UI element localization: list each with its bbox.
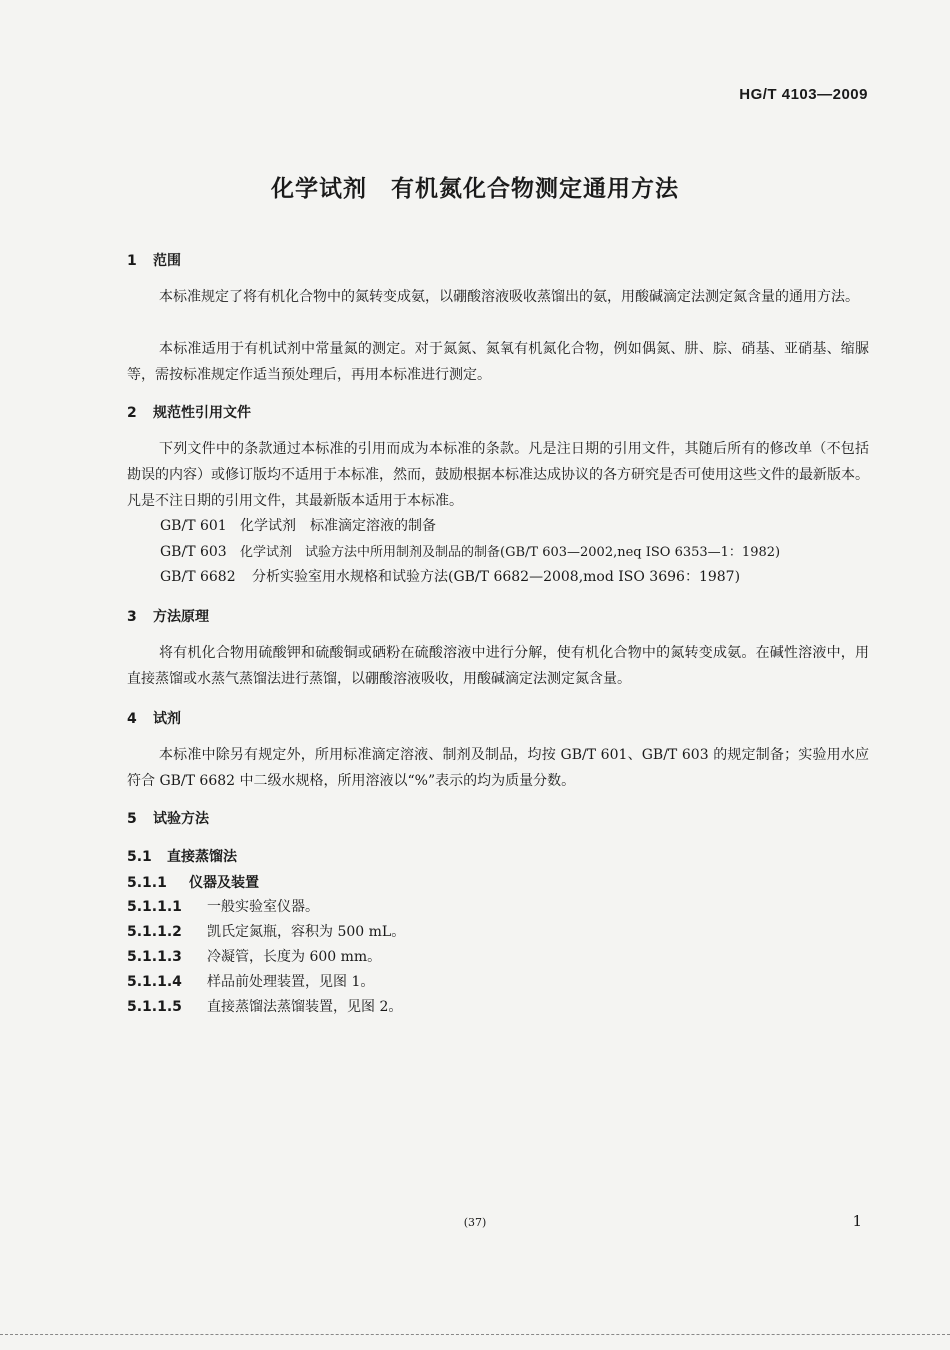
section-number: 3 <box>127 609 137 625</box>
section-3-heading <box>127 606 209 626</box>
reference-text: 化学试剂 标准滴定溶液的制备 <box>240 518 436 534</box>
document-title: 化学试剂 有机氮化合物测定通用方法 <box>271 176 679 202</box>
list-item <box>127 946 381 966</box>
item-number: 5.1.1.2 <box>127 924 182 940</box>
section-number: 5 <box>127 811 137 827</box>
section-number: 4 <box>127 711 137 727</box>
section-4-para-1: 本标准中除另有规定外，所用标准滴定溶液、制剂及制品，均按 GB/T 601、GB/T 603 的规定制备；实验用水应符合 GB/T 6682 中二级水规格，所用溶液以“%”表示的均为质量分数。 <box>127 747 869 789</box>
section-title: 试剂 <box>153 711 181 727</box>
subsection-5-1-1 <box>127 872 259 892</box>
section-2-heading <box>127 402 251 422</box>
reference-code: GB/T 6682 <box>160 569 236 585</box>
item-number: 5.1.1.1 <box>127 899 182 915</box>
item-number: 5.1.1.3 <box>127 949 182 965</box>
subsection-number: 5.1 <box>127 849 152 865</box>
item-text: 凯氏定氮瓶，容积为 500 mL。 <box>207 924 406 940</box>
page-number-right: 1 <box>852 1212 862 1230</box>
reference-item <box>160 541 780 560</box>
page-bottom-divider <box>0 1334 950 1336</box>
subsection-title: 仪器及装置 <box>189 875 259 891</box>
section-5-heading <box>127 808 209 828</box>
reference-item <box>160 566 740 586</box>
reference-code: GB/T 603 <box>160 544 227 560</box>
section-title: 试验方法 <box>153 811 209 827</box>
section-number: 1 <box>127 253 137 269</box>
section-1-para-1: 本标准规定了将有机化合物中的氮转变成氨，以硼酸溶液吸收蒸馏出的氨，用酸碱滴定法测定氮含量的通用方法。 <box>159 289 859 305</box>
subsection-title: 直接蒸馏法 <box>167 849 237 865</box>
section-1-para-2: 本标准适用于有机试剂中常量氮的测定。对于氮氮、氮氧有机氮化合物，例如偶氮、肼、腙、硝基、亚硝基、缩脲等，需按标准规定作适当预处理后，再用本标准进行测定。 <box>127 341 869 383</box>
item-text: 样品前处理装置，见图 1。 <box>207 974 375 990</box>
section-number: 2 <box>127 405 137 421</box>
section-title: 范围 <box>153 253 181 269</box>
reference-text: 分析实验室用水规格和试验方法(GB/T 6682—2008,mod ISO 3696：1987) <box>252 569 741 585</box>
page-number-center: (37) <box>463 1216 487 1229</box>
subsection-number: 5.1.1 <box>127 875 167 891</box>
section-1-heading <box>127 250 181 270</box>
list-item <box>127 996 402 1016</box>
section-4-heading <box>127 708 181 728</box>
reference-code: GB/T 601 <box>160 518 227 534</box>
list-item <box>127 921 405 941</box>
subsection-5-1 <box>127 846 237 866</box>
item-number: 5.1.1.5 <box>127 999 182 1015</box>
item-text: 直接蒸馏法蒸馏装置，见图 2。 <box>207 999 403 1015</box>
item-text: 冷凝管，长度为 600 mm。 <box>207 949 382 965</box>
section-3-para-1: 将有机化合物用硫酸钾和硫酸铜或硒粉在硫酸溶液中进行分解，使有机化合物中的氮转变成氨。在碱性溶液中，用直接蒸馏或水蒸气蒸馏法进行蒸馏，以硼酸溶液吸收，用酸碱滴定法测定氮含量。 <box>127 645 869 687</box>
standard-code: HG/T 4103—2009 <box>739 86 868 103</box>
section-title: 规范性引用文件 <box>153 405 251 421</box>
reference-item <box>160 515 436 535</box>
list-item <box>127 896 319 916</box>
section-2-para-1: 下列文件中的条款通过本标准的引用而成为本标准的条款。凡是注日期的引用文件，其随后所有的修改单（不包括勘误的内容）或修订版均不适用于本标准，然而，鼓励根据本标准达成协议的各方研究是否可使用这些文件的最新版本。凡是不注日期的引用文件，其最新版本适用于本标准。 <box>127 441 869 509</box>
section-title: 方法原理 <box>153 609 209 625</box>
item-number: 5.1.1.4 <box>127 974 182 990</box>
item-text: 一般实验室仪器。 <box>207 899 319 915</box>
list-item <box>127 971 374 991</box>
reference-text: 化学试剂 试验方法中所用制剂及制品的制备(GB/T 603—2002,neq ISO 6353—1：1982) <box>240 545 781 560</box>
